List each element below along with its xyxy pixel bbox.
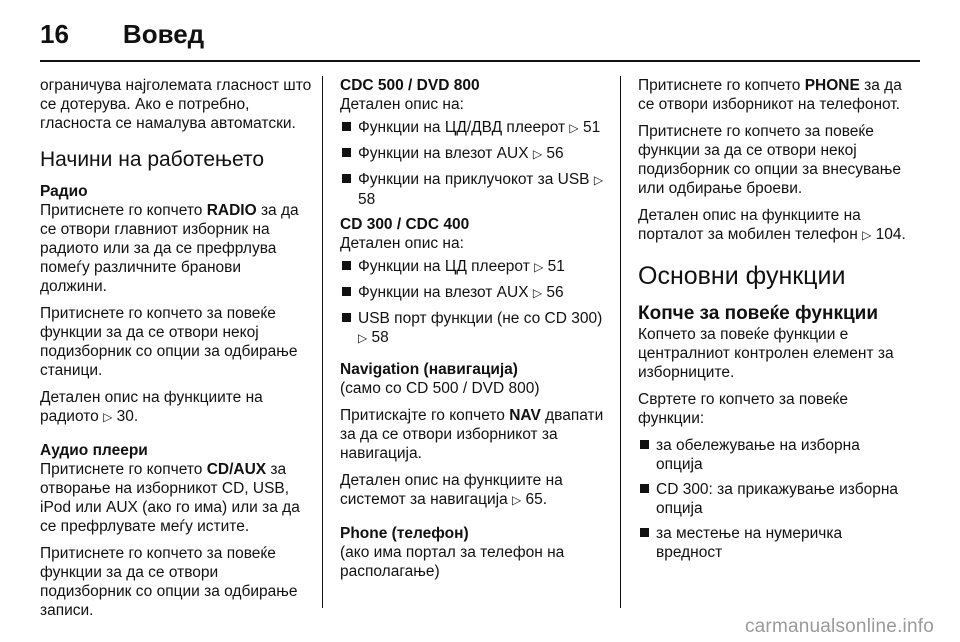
page-ref-icon: ▷ [569, 121, 579, 135]
bullet-icon [342, 174, 351, 183]
cd-aux-key: CD/AUX [206, 461, 267, 478]
item-text: Функции на влезот AUX [358, 284, 529, 301]
list-item [340, 257, 610, 277]
list-item [340, 170, 610, 209]
knob-list [638, 436, 910, 562]
cdc500-subtitle: Детален опис на: [340, 96, 464, 113]
bullet-icon [640, 484, 649, 493]
text: Детален опис на функциите на системот за навигација [340, 472, 563, 508]
phone-paragraph-2: Притиснете го копчето за повеќе функции за да се отвори некој подизборник со опции за внесување или одбирање броеви. [638, 123, 901, 197]
text: за да се отвори изборникот на телефонот. [638, 77, 902, 113]
text: Деталeн опис на функциите на радиото [40, 389, 263, 425]
column-2 [340, 76, 610, 589]
page-ref-icon: ▷ [103, 410, 113, 424]
page-ref[interactable]: 30. [116, 408, 139, 425]
page-ref-icon: ▷ [862, 228, 872, 242]
text: Притиснете го копчето [40, 461, 207, 478]
cdc500-heading: CDC 500 / DVD 800 [340, 77, 480, 94]
bullet-icon [640, 440, 649, 449]
knob-paragraph-2: Свртете го копчето за повеќе функции: [638, 391, 848, 427]
text: Детален опис на функциите на порталот за мобилен телефон [638, 207, 863, 243]
page-number: 16 [40, 18, 69, 49]
item-text: за местење на нумеричка вредност [656, 525, 843, 561]
bullet-icon [342, 122, 351, 131]
page-ref-icon: ▷ [593, 173, 604, 187]
intro-paragraph: ограничува најголемата гласност што се дотерува. Ако е потребно, гласноста се намалува автоматски. [40, 77, 312, 132]
radio-key: RADIO [206, 202, 257, 219]
section-title-modes: Начини на работењето [40, 148, 265, 171]
cd300-list [340, 257, 610, 348]
item-text: Функции на ЦД плеерот [358, 258, 530, 275]
page-ref[interactable]: 56 [546, 145, 564, 162]
page-ref-icon: ▷ [534, 260, 544, 274]
phone-heading: Phone (телефон) [340, 525, 469, 542]
radio-paragraph-2: Притиснете го копчето за повеќе функции за да се отвори некој подизборник со опции за одбирање станици. [40, 305, 298, 379]
page-ref[interactable]: 65. [525, 491, 548, 508]
list-item [638, 480, 910, 518]
column-1 [40, 76, 312, 628]
list-item [340, 118, 610, 138]
page-header [40, 14, 204, 54]
list-item [340, 283, 610, 303]
page-ref-icon: ▷ [532, 286, 543, 300]
text: Притиснете го копчето [638, 77, 805, 94]
navigation-heading: Navigation (навигација) [340, 361, 518, 378]
list-item [340, 309, 610, 348]
radio-paragraph-3 [40, 388, 312, 427]
bullet-icon [342, 148, 351, 157]
text: двапати за да се отвори изборникот за навигација. [340, 407, 604, 462]
column-3 [638, 76, 910, 568]
list-item [638, 436, 910, 474]
page-ref-icon: ▷ [532, 147, 543, 161]
bullet-icon [342, 287, 351, 296]
text: за да се отвори главниот изборник на радиото или за да се префрлува помеѓу различните бранови должини. [40, 202, 299, 295]
item-text: CD 300: за прикажување изборна опција [656, 481, 898, 517]
page-ref[interactable]: 58 [358, 191, 376, 208]
section-title-basic: Основни функции [638, 262, 846, 290]
navigation-paragraph-1 [340, 406, 610, 463]
page-title: Вовед [122, 18, 205, 49]
list-item [340, 144, 610, 164]
audio-paragraph-2: Притиснете го копчето за повеќе функции за да се отвори подизборник со опции за одбирање записи. [40, 545, 298, 619]
item-text: Функции на приклучокот за USB [358, 171, 590, 188]
text: за отворање на изборникот CD, USB, iPod или AUX (ако го има) или за да се префрлувате меѓу истите. [40, 461, 300, 535]
watermark: carmanualsonline.info [744, 616, 934, 637]
bullet-icon [342, 313, 351, 322]
page-ref[interactable]: 56 [546, 284, 564, 301]
bullet-icon [640, 528, 649, 537]
phone-note: (ако има портал за телефон на располагање) [340, 544, 565, 580]
page-ref-icon: ▷ [358, 331, 368, 345]
nav-key: NAV [509, 407, 541, 424]
item-text: за обележување на изборна опција [656, 437, 860, 473]
cd300-subtitle: Детален опис на: [340, 235, 464, 252]
radio-paragraph-1 [40, 201, 312, 296]
item-text: Функции на ЦД/ДВД плеерот [358, 119, 566, 136]
audio-paragraph-1 [40, 460, 312, 536]
navigation-paragraph-2 [340, 471, 610, 510]
page-ref[interactable]: 51 [582, 119, 601, 136]
knob-heading: Копче за повеќе функции [638, 303, 878, 324]
text: Притиснете го копчето [40, 202, 207, 219]
list-item [638, 524, 910, 562]
page-ref-icon: ▷ [512, 493, 522, 507]
column-divider [322, 76, 323, 608]
audio-heading: Аудио плеери [40, 442, 148, 459]
text: Притискајте го копчето [340, 407, 510, 424]
page-ref[interactable]: 58 [371, 329, 389, 346]
phone-paragraph-1 [638, 76, 910, 114]
phone-key: PHONE [804, 77, 860, 94]
page-ref[interactable]: 104. [875, 226, 906, 243]
cd300-heading: CD 300 / CDC 400 [340, 216, 470, 233]
phone-paragraph-3 [638, 206, 910, 245]
page-ref[interactable]: 51 [547, 258, 565, 275]
item-text: Функции на влезот AUX [358, 145, 529, 162]
item-text: USB порт функции (не со CD 300) [358, 310, 603, 327]
cdc500-list [340, 118, 610, 209]
column-divider [620, 76, 621, 608]
radio-heading: Радио [40, 183, 88, 200]
header-rule [40, 60, 920, 62]
bullet-icon [342, 261, 351, 270]
knob-paragraph-1: Копчето за повеќе функции е централниот контролен елемент за изборниците. [638, 326, 894, 381]
navigation-note: (само со CD 500 / DVD 800) [340, 380, 540, 397]
